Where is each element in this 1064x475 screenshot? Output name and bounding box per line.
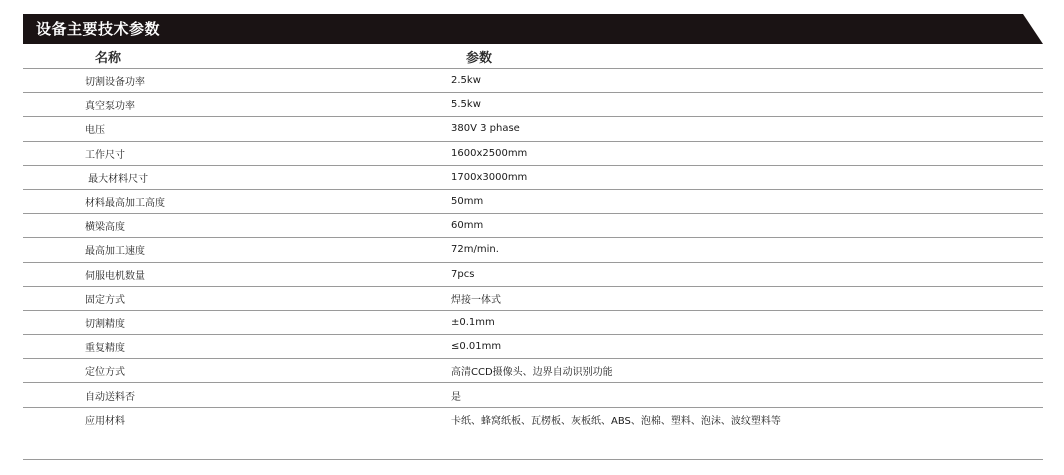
table-row: [23, 117, 1043, 141]
row-value: 高清CCD摄像头、边界自动识别功能: [451, 367, 613, 379]
row-value: ±0.1mm: [451, 316, 495, 328]
title-bar-shape: [23, 14, 1043, 44]
row-value: 卡纸、蜂窝纸板、瓦楞板、灰板纸、ABS、泡棉、塑料、泡沫、波纹塑料等: [451, 416, 781, 428]
row-name: 最大材料尺寸: [85, 173, 149, 185]
row-value: 2.5kw: [451, 75, 481, 87]
table-row: [23, 93, 1043, 117]
row-name: 切割设备功率: [85, 77, 145, 89]
table-row: [23, 383, 1043, 407]
row-name: 真空泵功率: [85, 101, 135, 113]
row-name: 自动送料否: [85, 391, 135, 403]
table-row: [23, 238, 1043, 262]
table-row: [23, 311, 1043, 335]
table-header-row: [23, 44, 1043, 69]
row-name: 切割精度: [85, 318, 125, 330]
row-name: 定位方式: [85, 367, 125, 379]
table-row: [23, 142, 1043, 166]
table-row: [23, 335, 1043, 359]
row-value: 1600x2500mm: [451, 147, 528, 159]
table-row: [23, 408, 1043, 462]
row-name: 固定方式: [85, 294, 125, 306]
row-value: 5.5kw: [451, 99, 481, 111]
row-value: 1700x3000mm: [451, 171, 528, 183]
section-title: 设备主要技术参数: [36, 20, 161, 38]
row-value: ≤0.01mm: [451, 341, 502, 353]
row-name: 重复精度: [85, 343, 125, 355]
row-name: 横梁高度: [85, 222, 125, 234]
row-value: 72m/min.: [451, 244, 499, 256]
row-name: 电压: [85, 125, 105, 137]
row-value: 7pcs: [451, 268, 475, 280]
row-value: 焊接一体式: [451, 294, 501, 306]
table-row: [23, 69, 1043, 93]
table-row: [23, 359, 1043, 383]
row-name: 工作尺寸: [85, 149, 125, 161]
row-value: 50mm: [451, 196, 484, 208]
row-value: 380V 3 phase: [451, 123, 520, 135]
spec-table: [23, 44, 1043, 462]
row-name: 应用材料: [85, 416, 125, 428]
table-row: [23, 214, 1043, 238]
row-value: 60mm: [451, 220, 484, 232]
row-value: 是: [451, 391, 461, 403]
table-row: [23, 190, 1043, 214]
column-header-value: 参数: [466, 50, 493, 66]
section-title-bar: [23, 14, 1043, 44]
row-name: 最高加工速度: [85, 246, 145, 258]
row-name: 材料最高加工高度: [85, 198, 165, 210]
table-row: [23, 287, 1043, 311]
column-header-name: 名称: [95, 50, 122, 66]
row-name: 伺服电机数量: [85, 270, 145, 282]
table-bottom-rule: [23, 459, 1043, 460]
table-row: [23, 263, 1043, 287]
table-row: [23, 166, 1043, 190]
